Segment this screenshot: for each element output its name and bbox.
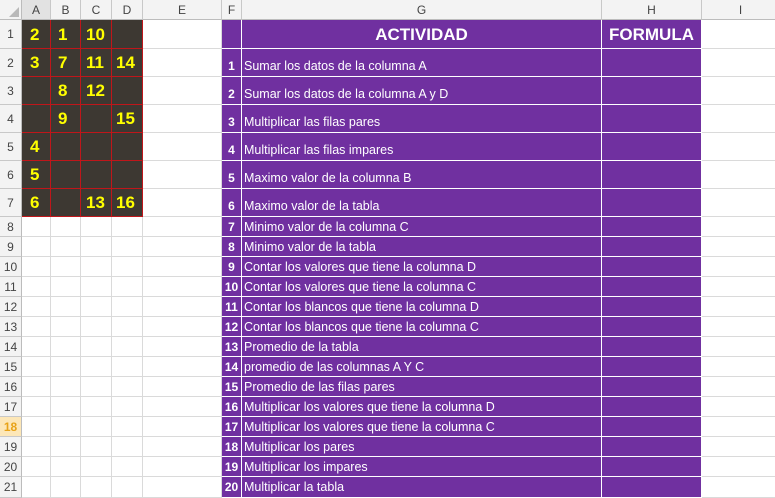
grid-cell[interactable] [22,377,51,397]
formula-cell[interactable] [602,237,702,257]
data-cell[interactable]: 14 [112,49,143,77]
row-header-10[interactable]: 10 [0,257,22,277]
grid-cell[interactable] [702,317,775,337]
data-cell[interactable] [51,189,81,217]
formula-cell[interactable] [602,257,702,277]
grid-cell[interactable] [702,457,775,477]
activity-number[interactable]: 6 [222,189,242,217]
row-header-13[interactable]: 13 [0,317,22,337]
activity-text[interactable]: Promedio de las filas pares [242,377,602,397]
activity-number[interactable]: 17 [222,417,242,437]
data-cell[interactable]: 9 [51,105,81,133]
grid-cell[interactable] [51,317,81,337]
grid-cell[interactable] [143,217,222,237]
grid-cell[interactable] [22,477,51,498]
activity-number[interactable]: 18 [222,437,242,457]
activity-number[interactable]: 9 [222,257,242,277]
grid-cell[interactable] [81,297,112,317]
grid-cell[interactable] [143,397,222,417]
activity-number[interactable]: 15 [222,377,242,397]
row-header-16[interactable]: 16 [0,377,22,397]
grid-cell[interactable] [112,417,143,437]
data-cell[interactable]: 6 [22,189,51,217]
grid-cell[interactable] [81,237,112,257]
actividad-header[interactable]: ACTIVIDAD [242,20,602,49]
formula-cell[interactable] [602,77,702,105]
row-header-6[interactable]: 6 [0,161,22,189]
grid-cell[interactable] [143,257,222,277]
grid-cell[interactable] [143,105,222,133]
grid-cell[interactable] [702,20,775,49]
grid-cell[interactable] [702,257,775,277]
data-cell[interactable] [22,77,51,105]
formula-cell[interactable] [602,357,702,377]
row-header-19[interactable]: 19 [0,437,22,457]
column-header-b[interactable]: B [51,0,81,20]
data-cell[interactable] [112,133,143,161]
formula-cell[interactable] [602,133,702,161]
grid-cell[interactable] [702,397,775,417]
row-header-9[interactable]: 9 [0,237,22,257]
row-header-15[interactable]: 15 [0,357,22,377]
activity-text[interactable]: Multiplicar los valores que tiene la columna C [242,417,602,437]
formula-cell[interactable] [602,337,702,357]
grid-cell[interactable] [143,77,222,105]
formula-cell[interactable] [602,189,702,217]
row-header-1[interactable]: 1 [0,20,22,49]
grid-cell[interactable] [51,257,81,277]
activity-number[interactable]: 5 [222,161,242,189]
grid-cell[interactable] [143,337,222,357]
row-header-2[interactable]: 2 [0,49,22,77]
grid-cell[interactable] [143,477,222,498]
column-header-g[interactable]: G [242,0,602,20]
grid-cell[interactable] [112,457,143,477]
grid-cell[interactable] [112,477,143,498]
activity-text[interactable]: promedio de las columnas A Y C [242,357,602,377]
grid-cell[interactable] [81,437,112,457]
grid-cell[interactable] [81,397,112,417]
grid-cell[interactable] [22,257,51,277]
data-cell[interactable] [81,161,112,189]
activity-text[interactable]: Multiplicar los valores que tiene la columna D [242,397,602,417]
row-header-5[interactable]: 5 [0,133,22,161]
select-all-corner[interactable] [0,0,22,20]
grid-cell[interactable] [81,417,112,437]
data-cell[interactable]: 12 [81,77,112,105]
grid-cell[interactable] [51,277,81,297]
formula-cell[interactable] [602,297,702,317]
data-cell[interactable]: 13 [81,189,112,217]
grid-cell[interactable] [702,237,775,257]
row-header-8[interactable]: 8 [0,217,22,237]
grid-cell[interactable] [112,357,143,377]
grid-cell[interactable] [143,297,222,317]
activity-number[interactable]: 16 [222,397,242,417]
grid-cell[interactable] [22,337,51,357]
corner-triangle-icon [9,7,19,17]
activity-number[interactable]: 12 [222,317,242,337]
formula-cell[interactable] [602,105,702,133]
grid-cell[interactable] [702,49,775,77]
grid-cell[interactable] [81,257,112,277]
grid-cell[interactable] [22,277,51,297]
grid-cell[interactable] [702,189,775,217]
grid-cell[interactable] [51,457,81,477]
grid-cell[interactable] [51,417,81,437]
column-header-d[interactable]: D [112,0,143,20]
row-header-11[interactable]: 11 [0,277,22,297]
data-cell[interactable] [51,133,81,161]
row-header-7[interactable]: 7 [0,189,22,217]
activity-number[interactable]: 13 [222,337,242,357]
activity-text[interactable]: Sumar los datos de la columna A [242,49,602,77]
grid-cell[interactable] [702,437,775,457]
formula-cell[interactable] [602,437,702,457]
data-cell[interactable]: 2 [22,20,51,49]
grid-cell[interactable] [112,377,143,397]
grid-cell[interactable] [112,257,143,277]
grid-cell[interactable] [22,317,51,337]
formula-cell[interactable] [602,457,702,477]
formula-cell[interactable] [602,217,702,237]
formula-cell[interactable] [602,277,702,297]
activity-number[interactable]: 1 [222,49,242,77]
grid-cell[interactable] [702,337,775,357]
grid-cell[interactable] [81,377,112,397]
grid-cell[interactable] [81,357,112,377]
activity-number[interactable]: 19 [222,457,242,477]
activity-text[interactable]: Maximo valor de la columna B [242,161,602,189]
activity-text[interactable]: Minimo valor de la tabla [242,237,602,257]
grid-cell[interactable] [702,161,775,189]
data-cell[interactable] [51,161,81,189]
grid-cell[interactable] [143,457,222,477]
row-header-20[interactable]: 20 [0,457,22,477]
grid-cell[interactable] [143,317,222,337]
grid-cell[interactable] [702,417,775,437]
activity-text[interactable]: Multiplicar los impares [242,457,602,477]
activity-text[interactable]: Multiplicar la tabla [242,477,602,498]
activity-text[interactable]: Minimo valor de la columna C [242,217,602,237]
grid-cell[interactable] [143,49,222,77]
data-cell[interactable] [112,20,143,49]
grid-cell[interactable] [143,417,222,437]
grid-cell[interactable] [112,337,143,357]
grid-cell[interactable] [143,189,222,217]
grid-cell[interactable] [143,20,222,49]
activity-text[interactable]: Multiplicar los pares [242,437,602,457]
grid-cell[interactable] [22,237,51,257]
grid-cell[interactable] [143,437,222,457]
grid-cell[interactable] [143,133,222,161]
row-header-18[interactable]: 18 [0,417,22,437]
grid-cell[interactable] [22,357,51,377]
grid-cell[interactable] [702,377,775,397]
data-cell[interactable] [81,133,112,161]
grid-cell[interactable] [81,277,112,297]
activity-number[interactable]: 4 [222,133,242,161]
formula-cell[interactable] [602,317,702,337]
grid-cell[interactable] [702,297,775,317]
grid-cell[interactable] [702,277,775,297]
grid-cell[interactable] [51,337,81,357]
formula-header[interactable]: FORMULA [602,20,702,49]
formula-cell[interactable] [602,477,702,498]
row-header-12[interactable]: 12 [0,297,22,317]
grid-cell[interactable] [143,277,222,297]
grid-cell[interactable] [81,337,112,357]
activity-number[interactable]: 2 [222,77,242,105]
grid-cell[interactable] [51,237,81,257]
column-header-e[interactable]: E [143,0,222,20]
activity-text[interactable]: Sumar los datos de la columna A y D [242,77,602,105]
activity-text[interactable]: Contar los valores que tiene la columna C [242,277,602,297]
activity-number[interactable]: 20 [222,477,242,498]
grid-cell[interactable] [702,217,775,237]
grid-cell[interactable] [51,477,81,498]
grid-cell[interactable] [143,377,222,397]
grid-cell[interactable] [112,437,143,457]
activity-text[interactable]: Contar los blancos que tiene la columna C [242,317,602,337]
formula-cell[interactable] [602,161,702,189]
grid-cell[interactable] [22,457,51,477]
data-cell[interactable] [112,161,143,189]
grid-cell[interactable] [81,317,112,337]
grid-cell[interactable] [51,437,81,457]
data-cell[interactable]: 1 [51,20,81,49]
formula-cell[interactable] [602,397,702,417]
grid-cell[interactable] [702,357,775,377]
formula-cell[interactable] [602,49,702,77]
activity-text[interactable]: Contar los valores que tiene la columna D [242,257,602,277]
activity-number[interactable]: 11 [222,297,242,317]
grid-cell[interactable] [22,437,51,457]
grid-cell[interactable] [112,237,143,257]
grid-cell[interactable] [51,397,81,417]
grid-cell[interactable] [143,237,222,257]
data-cell[interactable]: 3 [22,49,51,77]
grid-cell[interactable] [81,477,112,498]
data-cell[interactable] [112,77,143,105]
grid-cell[interactable] [112,277,143,297]
column-header-f[interactable]: F [222,0,242,20]
row-header-4[interactable]: 4 [0,105,22,133]
formula-cell[interactable] [602,417,702,437]
grid-cell[interactable] [51,377,81,397]
data-cell[interactable]: 5 [22,161,51,189]
column-header-c[interactable]: C [81,0,112,20]
data-cell[interactable]: 7 [51,49,81,77]
activity-number[interactable]: 7 [222,217,242,237]
data-cell[interactable]: 4 [22,133,51,161]
grid-cell[interactable] [51,217,81,237]
data-cell[interactable]: 15 [112,105,143,133]
row-header-3[interactable]: 3 [0,77,22,105]
row-header-21[interactable]: 21 [0,477,22,498]
header-num-cell[interactable] [222,20,242,49]
grid-cell[interactable] [702,105,775,133]
grid-cell[interactable] [51,357,81,377]
grid-cell[interactable] [22,397,51,417]
column-header-i[interactable]: I [702,0,775,20]
grid-cell[interactable] [81,457,112,477]
data-cell[interactable]: 8 [51,77,81,105]
grid-cell[interactable] [22,297,51,317]
activity-text[interactable]: Multiplicar las filas impares [242,133,602,161]
grid-cell[interactable] [112,317,143,337]
data-cell[interactable]: 16 [112,189,143,217]
activity-text[interactable]: Promedio de la tabla [242,337,602,357]
grid-cell[interactable] [112,217,143,237]
column-header-h[interactable]: H [602,0,702,20]
data-cell[interactable] [81,105,112,133]
data-cell[interactable]: 11 [81,49,112,77]
activity-text[interactable]: Maximo valor de la tabla [242,189,602,217]
grid-cell[interactable] [112,397,143,417]
row-header-14[interactable]: 14 [0,337,22,357]
activity-number[interactable]: 3 [222,105,242,133]
grid-cell[interactable] [702,77,775,105]
grid-cell[interactable] [51,297,81,317]
row-header-17[interactable]: 17 [0,397,22,417]
formula-cell[interactable] [602,377,702,397]
activity-text[interactable]: Multiplicar las filas pares [242,105,602,133]
activity-text[interactable]: Contar los blancos que tiene la columna D [242,297,602,317]
grid-cell[interactable] [22,417,51,437]
grid-cell[interactable] [81,217,112,237]
grid-cell[interactable] [143,357,222,377]
column-header-a[interactable]: A [22,0,51,20]
activity-number[interactable]: 14 [222,357,242,377]
data-cell[interactable] [22,105,51,133]
grid-cell[interactable] [143,161,222,189]
grid-cell[interactable] [702,477,775,498]
activity-number[interactable]: 10 [222,277,242,297]
grid-cell[interactable] [702,133,775,161]
grid-cell[interactable] [112,297,143,317]
data-cell[interactable]: 10 [81,20,112,49]
grid-cell[interactable] [22,217,51,237]
activity-number[interactable]: 8 [222,237,242,257]
